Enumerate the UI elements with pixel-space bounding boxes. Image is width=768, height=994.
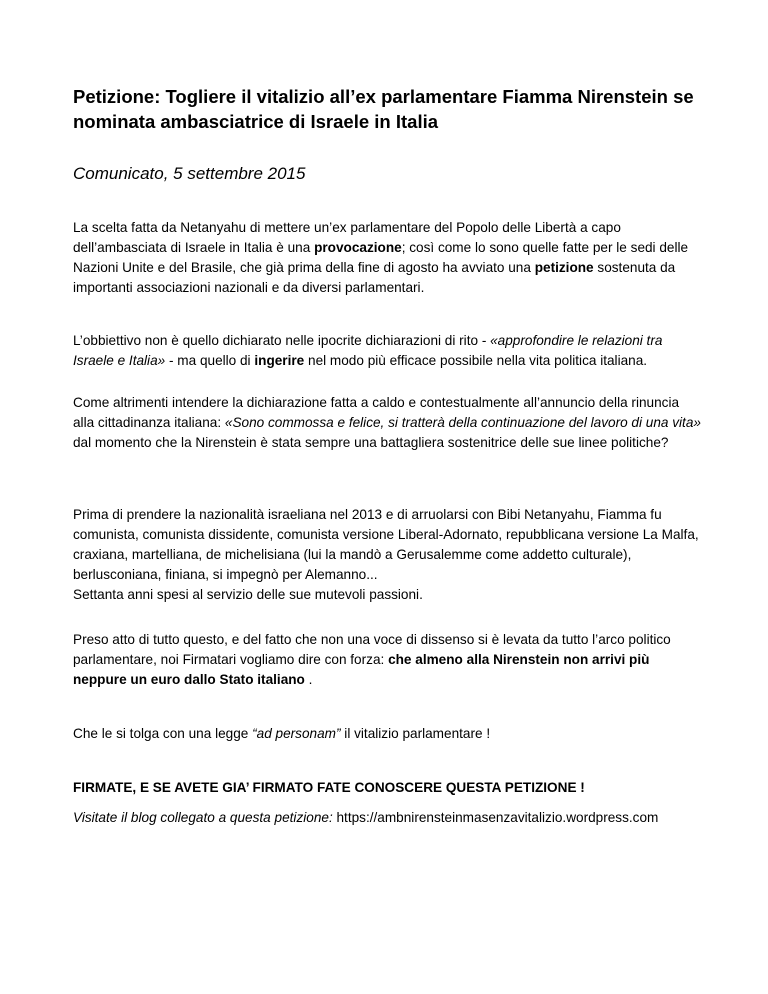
p1-text-a: La scelta fatta da Netanyahu di mettere un’ex parlamentare del Popolo delle Libertà a capo dell’ambasciata di Israele in Italia è una bbox=[73, 220, 621, 255]
blog-link-line bbox=[73, 808, 713, 828]
p3-quote: «Sono commossa e felice, si tratterà della continuazione del lavoro di una vita» bbox=[224, 415, 701, 430]
p1-bold-petizione: petizione bbox=[534, 260, 594, 275]
paragraph-1 bbox=[73, 218, 703, 298]
page-title: Petizione: Togliere il vitalizio all’ex parlamentare Fiamma Nirenstein se nominata ambasciatrice di Israele in Italia bbox=[73, 86, 694, 132]
paragraph-2 bbox=[73, 331, 703, 371]
blog-link-label: Visitate il blog collegato a questa petizione: bbox=[73, 810, 333, 825]
p4-text-b: Settanta anni spesi al servizio delle sue mutevoli passioni. bbox=[73, 587, 423, 602]
p5-bold-demand: che almeno alla Nirenstein non arrivi più neppure un euro dallo Stato italiano bbox=[73, 652, 650, 687]
paragraph-4 bbox=[73, 505, 703, 605]
p5-text-a: Preso atto di tutto questo, e del fatto che non una voce di dissenso si è levata da tutto l’arco politico parlamentare, noi Firmatari vogliamo dire con forza: bbox=[73, 632, 671, 667]
p2-bold-ingerire: ingerire bbox=[254, 353, 305, 368]
p3-text-a: Come altrimenti intendere la dichiarazione fatta a caldo e contestualmente all’annuncio della rinuncia alla cittadinanza italiana: bbox=[73, 395, 680, 430]
p1-bold-provocazione: provocazione bbox=[314, 240, 402, 255]
p6-text-c: il vitalizio parlamentare ! bbox=[340, 726, 491, 741]
p1-text-c: ; così come lo sono quelle fatte per le sedi delle Nazioni Unite e del Brasile, che già prima della fine di agosto ha avviato una bbox=[73, 240, 689, 275]
paragraph-3 bbox=[73, 393, 703, 453]
p2-text-a: L’obbiettivo non è quello dichiarato nelle ipocrite dichiarazioni di rito - bbox=[73, 333, 491, 348]
p6-quote: “ad personam” bbox=[252, 726, 341, 741]
p2-text-c: - ma quello di bbox=[165, 353, 255, 368]
call-to-action: FIRMATE, E SE AVETE GIA’ FIRMATO FATE CONOSCERE QUESTA PETIZIONE ! bbox=[73, 780, 585, 795]
p6-text-a: Che le si tolga con una legge bbox=[73, 726, 253, 741]
p3-text-c: dal momento che la Nirenstein è stata sempre una battagliera sostenitrice delle sue linee politiche? bbox=[73, 435, 669, 450]
p2-quote: «approfondire le relazioni tra Israele e Italia» bbox=[73, 333, 663, 368]
p4-text-a: Prima di prendere la nazionalità israeliana nel 2013 e di arruolarsi con Bibi Netanyahu, Fiamma fu comunista, comunista dissidente, comunista versione Liberal-Adornato, repubblicana versione La Malfa, craxiana, martelliana, de michelisiana (lui la mandò a Gerusalemme come addetto culturale), berlusconiana, finiana, si impegnò per Alemanno... bbox=[73, 507, 699, 582]
p2-text-e: nel modo più efficace possibile nella vita politica italiana. bbox=[304, 353, 648, 368]
blog-url[interactable]: https://ambnirensteinmasenzavitalizio.wordpress.com bbox=[332, 810, 659, 825]
paragraph-6 bbox=[73, 724, 703, 744]
p5-text-c: . bbox=[304, 672, 313, 687]
paragraph-5 bbox=[73, 630, 703, 690]
p1-text-e: sostenuta da importanti associazioni nazionali e da diversi parlamentari. bbox=[73, 260, 676, 295]
communique-date: Comunicato, 5 settembre 2015 bbox=[73, 164, 306, 183]
